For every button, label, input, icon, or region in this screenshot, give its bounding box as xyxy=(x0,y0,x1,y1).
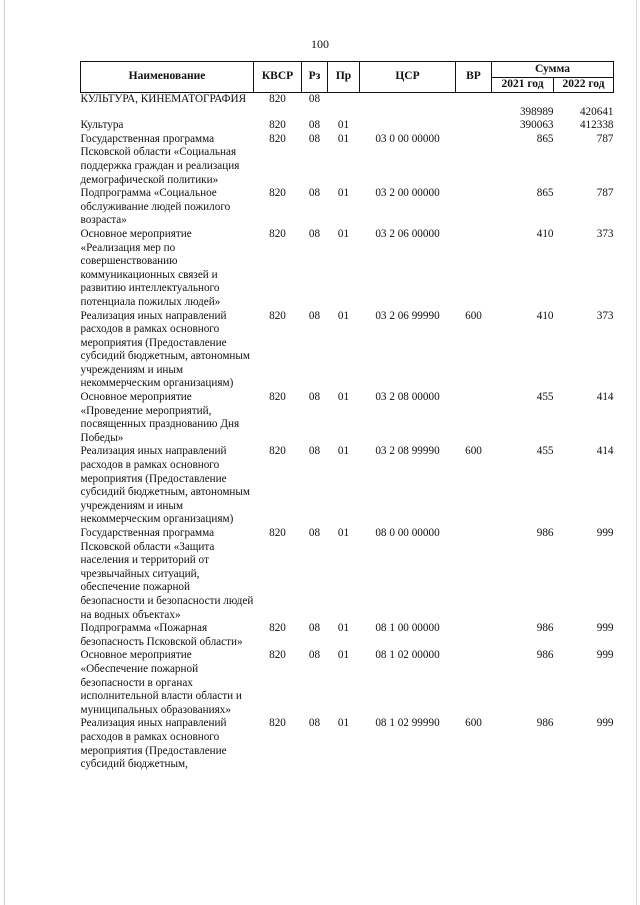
row-sum-2021: 390063 xyxy=(519,119,554,132)
row-name: Основное мероприятие «Проведение мероприятий, посвященных празднованию Дня Победы» xyxy=(80,391,240,444)
row-pr: 01 xyxy=(337,187,350,200)
row-kvsr: 820 xyxy=(269,622,286,635)
header-vr: ВР xyxy=(456,62,492,93)
table-row xyxy=(81,717,614,771)
row-sum-2021: 410 xyxy=(536,309,554,322)
row-name: КУЛЬТУРА, КИНЕМАТОГРАФИЯ xyxy=(80,92,247,105)
row-kvsr: 820 xyxy=(269,132,286,145)
table-row xyxy=(81,391,614,445)
row-sum-2021: 865 xyxy=(536,187,554,200)
row-name: Основное мероприятие «Реализация мер по совершенствованию коммуникационных связей и развитию интеллектуального потенциала пожилых людей» xyxy=(80,227,221,308)
table-row xyxy=(81,622,614,649)
row-name: Подпрограмма «Социальное обслуживание людей пожилого возраста» xyxy=(80,187,231,227)
row-kvsr: 820 xyxy=(269,649,286,662)
row-rz: 08 xyxy=(308,309,321,322)
row-sum-2022: 414 xyxy=(596,445,614,458)
row-kvsr: 820 xyxy=(269,309,286,322)
row-rz: 08 xyxy=(308,717,321,730)
table-row xyxy=(81,445,614,527)
row-sum-2022: 412338 xyxy=(579,119,614,132)
header-year-2021: 2021 год xyxy=(492,78,554,93)
header-csr: ЦСР xyxy=(360,62,456,93)
row-kvsr: 820 xyxy=(269,227,286,240)
table-row xyxy=(81,119,614,133)
row-rz: 08 xyxy=(308,622,321,635)
table-row xyxy=(81,527,614,622)
table-row xyxy=(81,133,614,187)
row-vr xyxy=(456,92,492,119)
row-pr: 01 xyxy=(337,119,350,132)
row-sum-2022: 414 xyxy=(596,391,614,404)
row-vr xyxy=(456,119,492,133)
row-vr xyxy=(456,527,492,622)
row-sum-2022: 999 xyxy=(596,717,614,730)
row-csr: 03 2 08 99990 xyxy=(375,445,440,458)
row-name: Государственная программа Псковской области «Социальная поддержка граждан и реализация демографической политики» xyxy=(80,132,240,186)
row-vr xyxy=(456,187,492,228)
row-kvsr: 820 xyxy=(269,445,286,458)
row-kvsr: 820 xyxy=(269,119,286,132)
table-row xyxy=(81,310,614,392)
row-vr: 600 xyxy=(465,717,482,730)
row-pr: 01 xyxy=(337,132,350,145)
table-row xyxy=(81,187,614,228)
row-pr: 01 xyxy=(337,649,350,662)
row-sum-2021: 455 xyxy=(536,445,554,458)
row-name: Культура xyxy=(80,119,124,132)
row-rz: 08 xyxy=(308,187,321,200)
row-name: Реализация иных направлений расходов в рамках основного мероприятия (Предоставление субсидий бюджетным, xyxy=(80,717,227,771)
row-vr xyxy=(456,228,492,310)
row-vr xyxy=(456,649,492,717)
scan-edge-left xyxy=(4,0,5,905)
table-body xyxy=(81,92,614,772)
row-sum-2021: 455 xyxy=(536,391,554,404)
header-name: Наименование xyxy=(81,62,254,93)
row-kvsr: 820 xyxy=(269,92,286,105)
row-kvsr: 820 xyxy=(269,717,286,730)
row-kvsr: 820 xyxy=(269,527,286,539)
row-pr: 01 xyxy=(337,717,350,730)
row-sum-2021: 986 xyxy=(536,527,554,539)
row-name: Реализация иных направлений расходов в рамках основного мероприятия (Предоставление субсидий бюджетным, автономным учреждениям и иным некоммерческим организациям) xyxy=(80,445,250,526)
row-pr xyxy=(328,92,360,119)
row-sum-2021: 865 xyxy=(536,132,554,145)
row-vr: 600 xyxy=(465,445,482,458)
row-vr xyxy=(456,622,492,649)
row-kvsr: 820 xyxy=(269,187,286,200)
header-pr: Пр xyxy=(328,62,360,93)
row-sum-2022: 787 xyxy=(596,187,614,200)
row-sum-2022: 373 xyxy=(596,309,614,322)
row-rz: 08 xyxy=(308,227,321,240)
row-csr: 08 0 00 00000 xyxy=(375,527,440,539)
row-sum-2021: 986 xyxy=(536,717,554,730)
table-row xyxy=(81,92,614,119)
row-csr: 03 0 00 00000 xyxy=(375,132,440,145)
row-csr: 08 1 00 00000 xyxy=(375,622,440,635)
row-csr xyxy=(360,119,456,133)
row-rz: 08 xyxy=(308,445,321,458)
header-year-2022: 2022 год xyxy=(554,78,614,93)
row-sum-2021: 986 xyxy=(536,622,554,635)
row-name: Государственная программа Псковской области «Защита населения и территорий от чрезвычайных ситуаций, обеспечение пожарной безопасности и безопасности людей на водных объектах» xyxy=(80,527,254,621)
row-vr xyxy=(456,391,492,445)
budget-table xyxy=(80,61,614,772)
page-number: 100 xyxy=(311,37,329,51)
row-vr xyxy=(456,133,492,187)
row-name: Основное мероприятие «Обеспечение пожарной безопасности в органах исполнительной власти области и муниципальных образованиях» xyxy=(80,649,242,716)
row-rz: 08 xyxy=(308,92,321,105)
row-csr: 08 1 02 00000 xyxy=(375,649,440,662)
row-rz: 08 xyxy=(308,391,321,404)
row-rz: 08 xyxy=(308,119,321,132)
row-sum-2021: 986 xyxy=(536,649,554,662)
header-sum: Сумма xyxy=(492,62,614,78)
table-row xyxy=(81,649,614,717)
row-sum-2022: 373 xyxy=(596,227,614,240)
row-name: Подпрограмма «Пожарная безопасность Псковской области» xyxy=(80,622,243,648)
row-sum-2022: 420641 xyxy=(579,105,614,118)
row-rz: 08 xyxy=(308,649,321,662)
header-kvsr: КВСР xyxy=(254,62,302,93)
scan-edge-right xyxy=(636,0,637,905)
row-sum-2022: 787 xyxy=(596,132,614,145)
row-csr: 03 2 06 00000 xyxy=(375,227,440,240)
row-pr: 01 xyxy=(337,227,350,240)
row-pr: 01 xyxy=(337,309,350,322)
row-csr: 03 2 08 00000 xyxy=(375,391,440,404)
row-csr xyxy=(360,92,456,119)
row-pr: 01 xyxy=(337,391,350,404)
row-sum-2021: 398989 xyxy=(519,105,554,118)
row-kvsr: 820 xyxy=(269,391,286,404)
row-sum-2022: 999 xyxy=(596,622,614,635)
row-pr: 01 xyxy=(337,622,350,635)
row-rz: 08 xyxy=(308,132,321,145)
table-row xyxy=(81,228,614,310)
row-csr: 08 1 02 99990 xyxy=(375,717,440,730)
row-rz: 08 xyxy=(308,527,321,539)
row-csr: 03 2 06 99990 xyxy=(375,309,440,322)
row-pr: 01 xyxy=(337,527,350,539)
row-csr: 03 2 00 00000 xyxy=(375,187,440,200)
row-sum-2021: 410 xyxy=(536,227,554,240)
row-name: Реализация иных направлений расходов в рамках основного мероприятия (Предоставление субсидий бюджетным, автономным учреждениям и иным некоммерческим организациям) xyxy=(80,309,250,390)
row-pr: 01 xyxy=(337,445,350,458)
row-sum-2022: 999 xyxy=(596,649,614,662)
row-sum-2022: 999 xyxy=(596,527,614,539)
header-rz: Рз xyxy=(302,62,328,93)
row-vr: 600 xyxy=(465,309,482,322)
